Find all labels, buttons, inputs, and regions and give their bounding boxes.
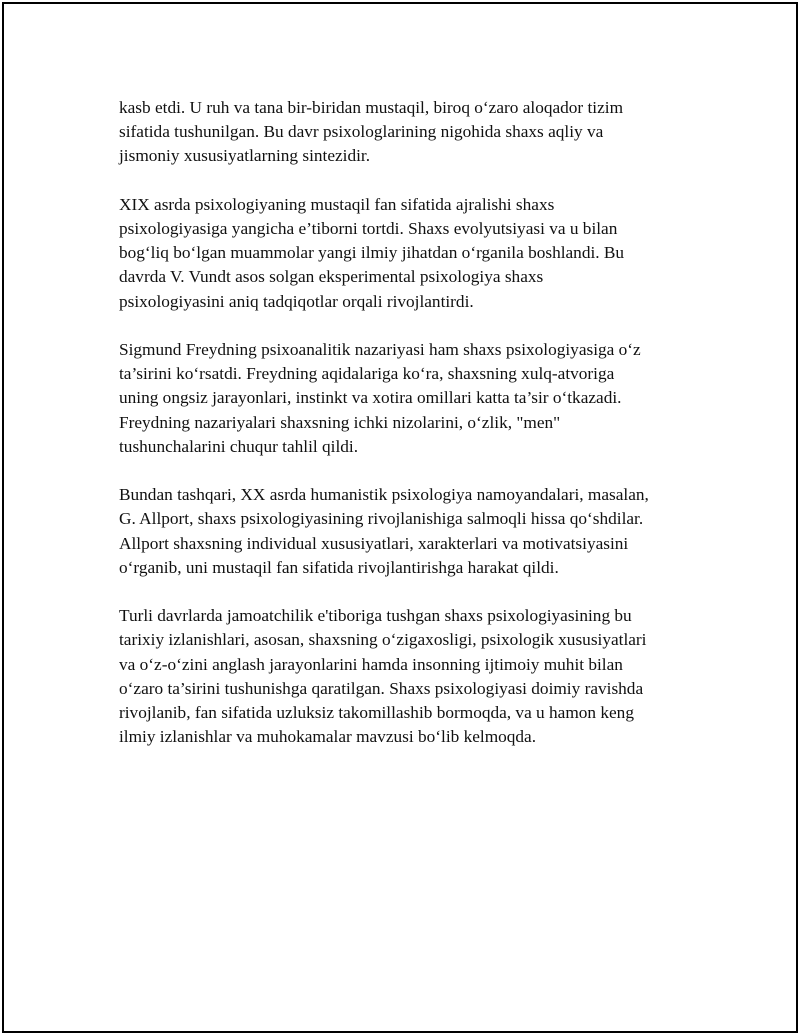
paragraph-4: Bundan tashqari, XX asrda humanistik psixologiya namoyandalari, masalan, G. Allport, shaxs psixologiyasining rivojlanishiga salmoqli hissa qo‘shdilar. Allport shaxsning individual xususiyatlari, xarakterlari va motivatsiyasini o‘rganib, uni mustaqil fan sifatida rivojlantirishga harakat qildi. bbox=[119, 485, 649, 577]
page bbox=[2, 2, 798, 1033]
paragraph-2: XIX asrda psixologiyaning mustaqil fan sifatida ajralishi shaxs psixologiyasiga yangicha e’tiborni tortdi. Shaxs evolyutsiyasi va u bilan bog‘liq bo‘lgan muammolar yangi ilmiy jihatdan o‘rganila boshlandi. Bu davrda V. Vundt asos solgan eksperimental psixologiya shaxs psixologiyasini aniq tadqiqotlar orqali rivojlantirdi. bbox=[119, 194, 625, 311]
paragraph-3: Sigmund Freydning psixoanalitik nazariyasi ham shaxs psixologiyasiga o‘z ta’sirini ko‘rsatdi. Freydning aqidalariga ko‘ra, shaxsning xulq-atvoriga uning ongsiz jarayonlari, instinkt va xotira omillari katta ta’sir o‘tkazadi. Freydning nazariyalari shaxsning ichki nizolarini, o‘zlik, "men" tushunchalarini chuqur tahlil qildi. bbox=[119, 340, 641, 456]
paragraph-1: kasb etdi. U ruh va tana bir-biridan mustaqil, biroq o‘zaro aloqador tizim sifatida tushunilgan. Bu davr psixologlarining nigohida shaxs aqliy va jismoniy xususiyatlarning sintezidir. bbox=[119, 98, 624, 166]
document-body bbox=[119, 96, 709, 774]
paragraph-5: Turli davrlarda jamoatchilik e'tiboriga tushgan shaxs psixologiyasining bu tarixiy izlanishlari, asosan, shaxsning o‘zigaxosligi, psixologik xususiyatlari va o‘z-o‘zini anglash jarayonlarini hamda insonning ijtimoiy muhit bilan o‘zaro ta’sirini tushunishga qaratilgan. Shaxs psixologiyasi doimiy ravishda rivojlanib, fan sifatida uzluksiz takomillashib bormoqda, va u hamon keng ilmiy izlanishlar va muhokamalar mavzusi bo‘lib kelmoqda. bbox=[119, 606, 647, 747]
